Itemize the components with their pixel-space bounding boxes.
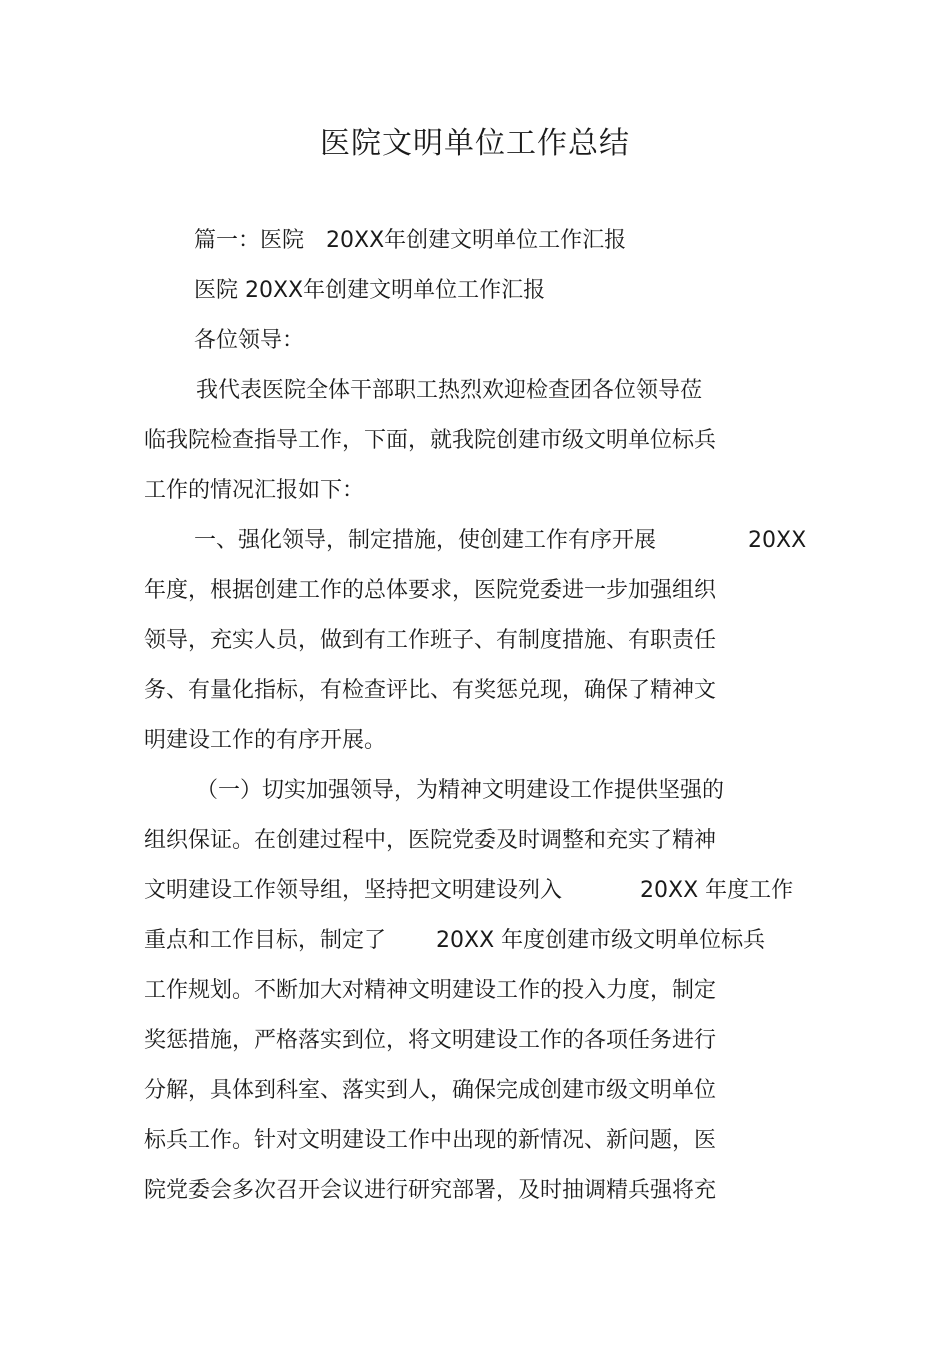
paragraph-line-fragment: 20XX 年度创建市级文明单位标兵 (436, 928, 766, 953)
paragraph-line: 重点和工作目标，制定了 (144, 928, 387, 953)
paragraph-line: 年度，根据创建工作的总体要求，医院党委进一步加强组织 (144, 578, 717, 603)
paragraph-line-fragment: 20XX (748, 528, 807, 553)
paragraph-line-fragment: 20XX 年度工作 (640, 878, 794, 903)
paragraph-line: 工作规划。不断加大对精神文明建设工作的投入力度，制定 (144, 978, 717, 1003)
paragraph-line: 篇一：医院 20XX年创建文明单位工作汇报 (194, 228, 627, 253)
paragraph-line: 我代表医院全体干部职工热烈欢迎检查团各位领导莅 (196, 378, 703, 403)
paragraph-line: 院党委会多次召开会议进行研究部署，及时抽调精兵强将充 (144, 1178, 717, 1203)
paragraph-line: （一）切实加强领导，为精神文明建设工作提供坚强的 (196, 778, 725, 803)
paragraph-line: 领导，充实人员，做到有工作班子、有制度措施、有职责任 (144, 628, 717, 653)
paragraph-line: 组织保证。在创建过程中，医院党委及时调整和充实了精神 (144, 828, 717, 853)
paragraph-line: 一、强化领导，制定措施，使创建工作有序开展 (194, 528, 657, 553)
paragraph-line: 分解，具体到科室、落实到人，确保完成创建市级文明单位 (144, 1078, 717, 1103)
paragraph-line: 各位领导： (194, 328, 305, 353)
paragraph-line: 标兵工作。针对文明建设工作中出现的新情况、新问题，医 (144, 1128, 717, 1153)
paragraph-line: 医院 20XX年创建文明单位工作汇报 (194, 278, 546, 303)
paragraph-line: 务、有量化指标，有检查评比、有奖惩兑现，确保了精神文 (144, 678, 717, 703)
paragraph-line: 临我院检查指导工作，下面，就我院创建市级文明单位标兵 (144, 428, 717, 453)
paragraph-line: 工作的情况汇报如下： (144, 478, 365, 503)
paragraph-line: 明建设工作的有序开展。 (144, 728, 387, 753)
document-title: 医院文明单位工作总结 (320, 126, 630, 161)
paragraph-line: 奖惩措施，严格落实到位，将文明建设工作的各项任务进行 (144, 1028, 717, 1053)
paragraph-line: 文明建设工作领导组，坚持把文明建设列入 (144, 878, 563, 903)
